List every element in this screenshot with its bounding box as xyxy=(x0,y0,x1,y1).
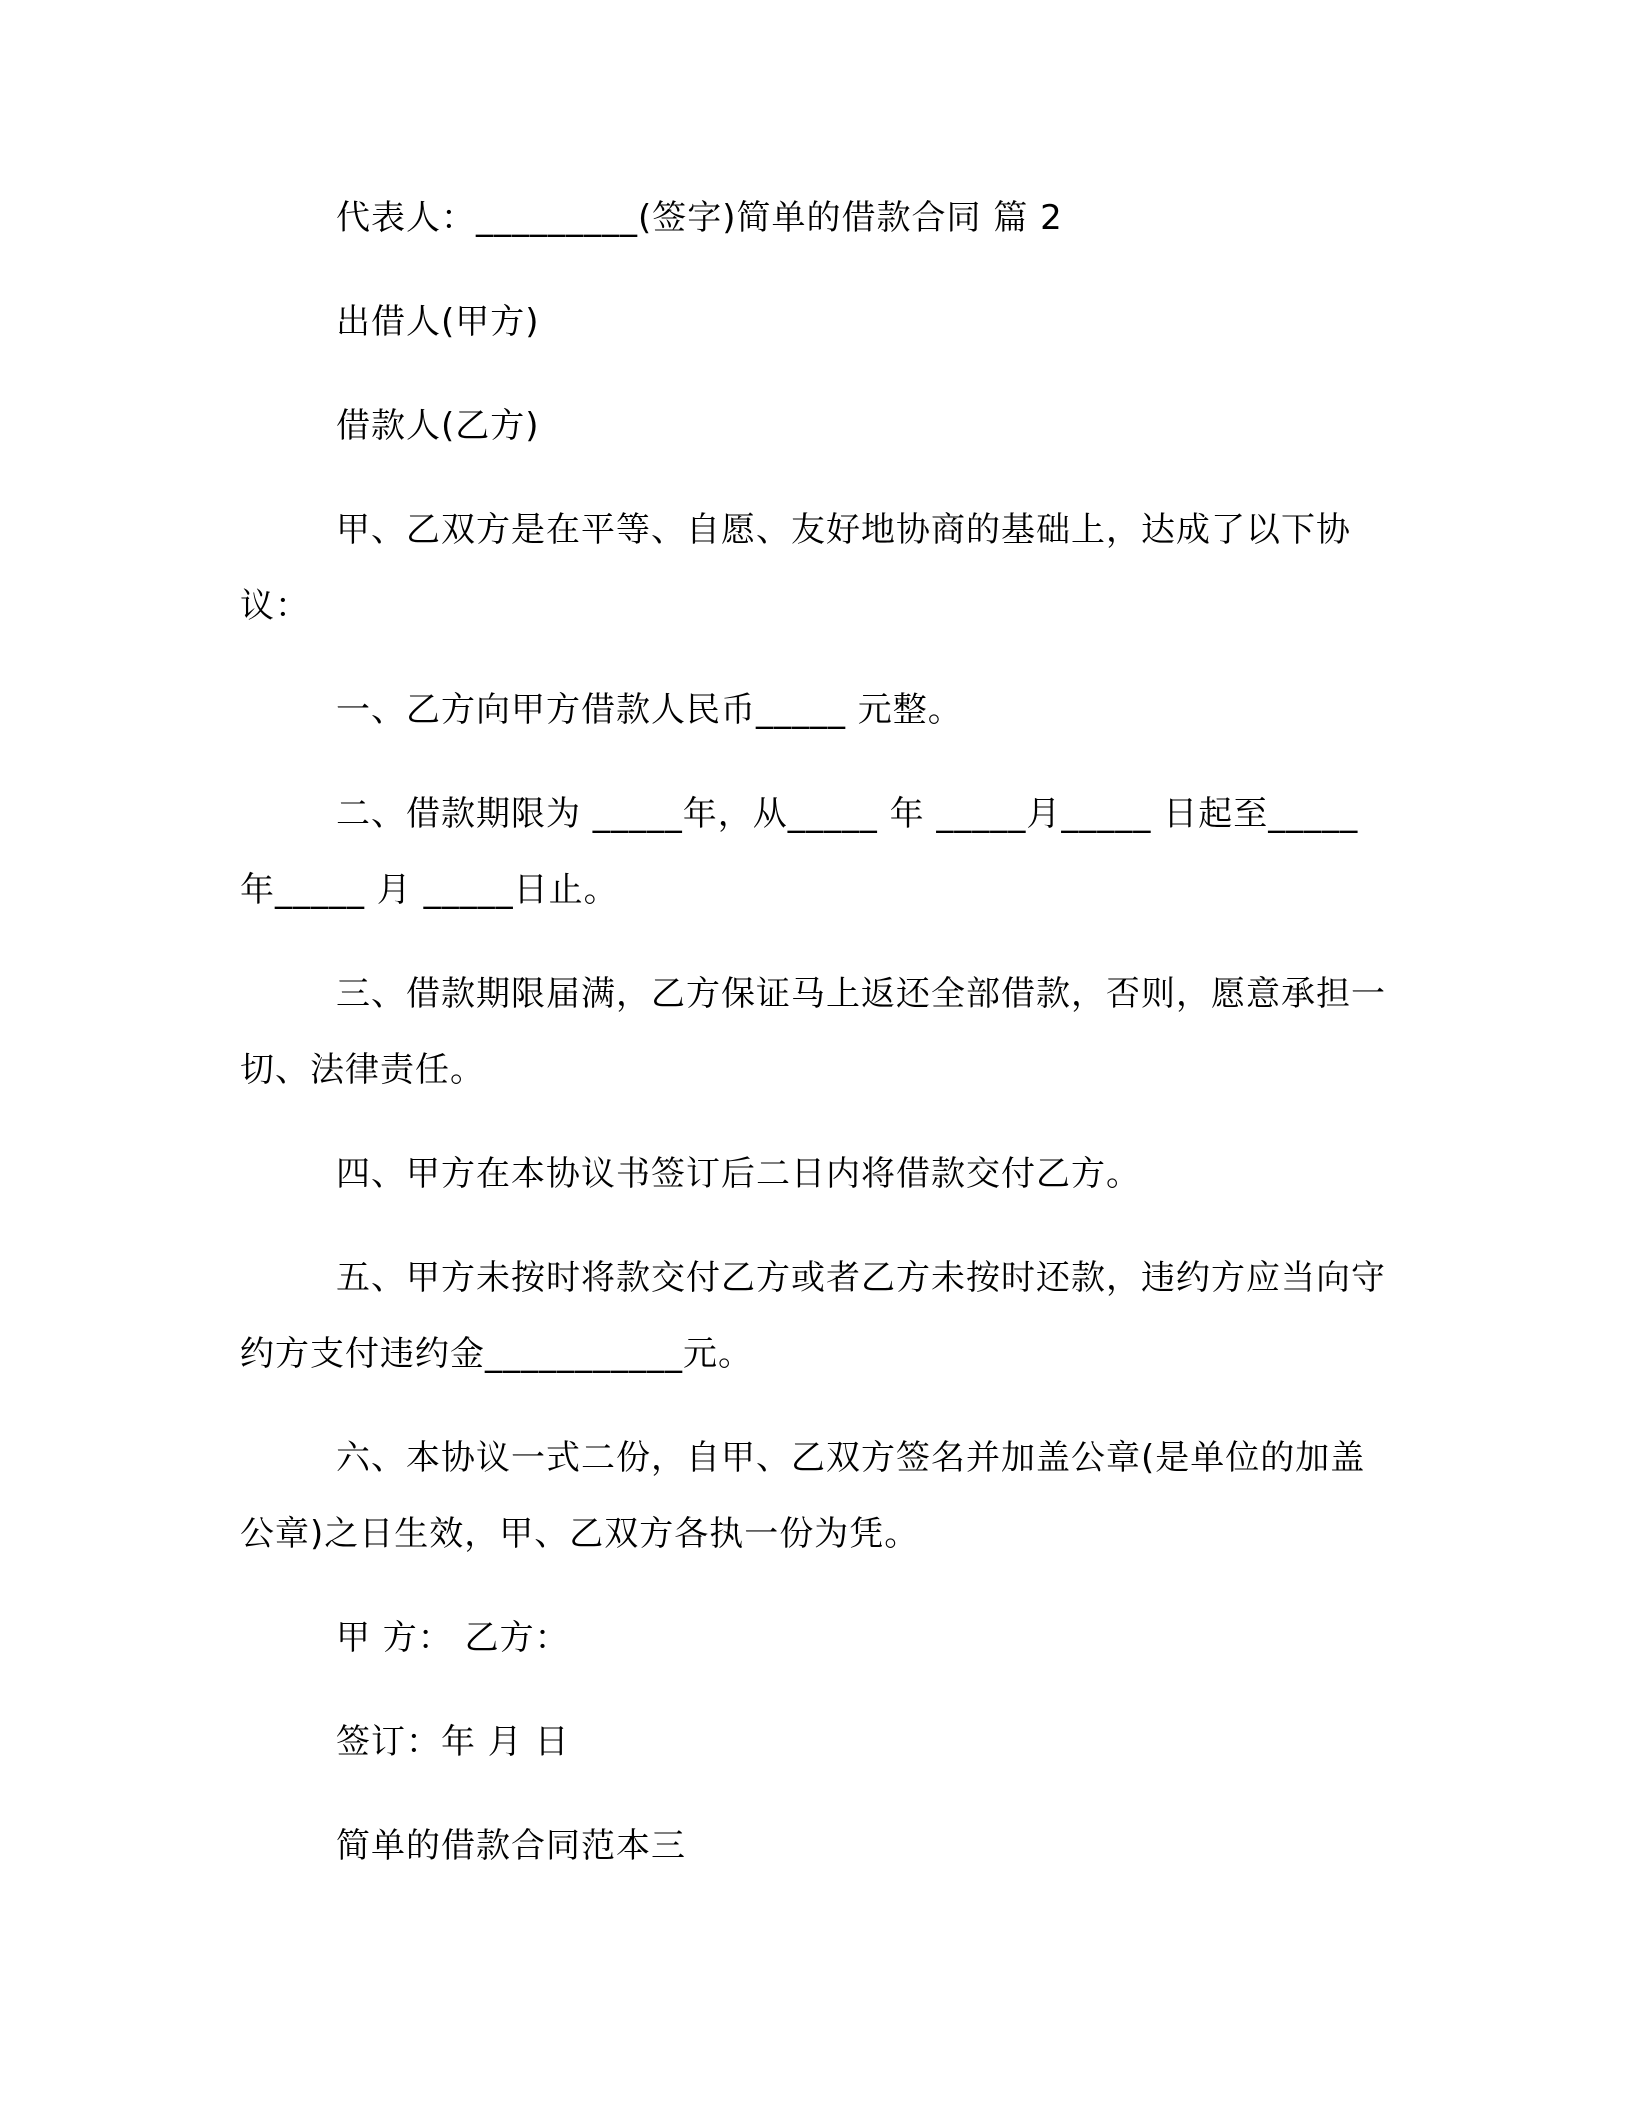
clause-3-repayment: 三、借款期限届满，乙方保证马上返还全部借款，否则，愿意承担一切、法律责任。 xyxy=(240,974,1386,1090)
borrower-party-b: 借款人(乙方) xyxy=(336,406,540,446)
document-page xyxy=(240,180,1390,1912)
clause-6-effectiveness: 六、本协议一式二份，自甲、乙双方签名并加盖公章(是单位的加盖公章)之日生效，甲、乙双方各执一份为凭。 xyxy=(240,1438,1366,1554)
agreement-preamble: 甲、乙双方是在平等、自愿、友好地协商的基础上，达成了以下协议： xyxy=(240,510,1351,626)
section-heading-template-3: 简单的借款合同范本三 xyxy=(336,1826,686,1866)
clause-4-delivery: 四、甲方在本协议书签订后二日内将借款交付乙方。 xyxy=(336,1154,1141,1194)
lender-party-a: 出借人(甲方) xyxy=(336,302,540,342)
clause-5-penalty: 五、甲方未按时将款交付乙方或者乙方未按时还款，违约方应当向守约方支付违约金___________元。 xyxy=(240,1258,1386,1374)
representative-signature-line: 代表人：_________(签字)简单的借款合同 篇 2 xyxy=(336,198,1063,238)
clause-1-loan-amount: 一、乙方向甲方借款人民币_____ 元整。 xyxy=(336,690,963,730)
clause-2-loan-term: 二、借款期限为 _____年，从_____ 年 _____月_____ 日起至_____ 年_____ 月 _____日止。 xyxy=(240,794,1359,910)
party-signature-line: 甲 方： 乙方： xyxy=(336,1618,570,1658)
signing-date-line: 签订：年 月 日 xyxy=(336,1722,570,1762)
